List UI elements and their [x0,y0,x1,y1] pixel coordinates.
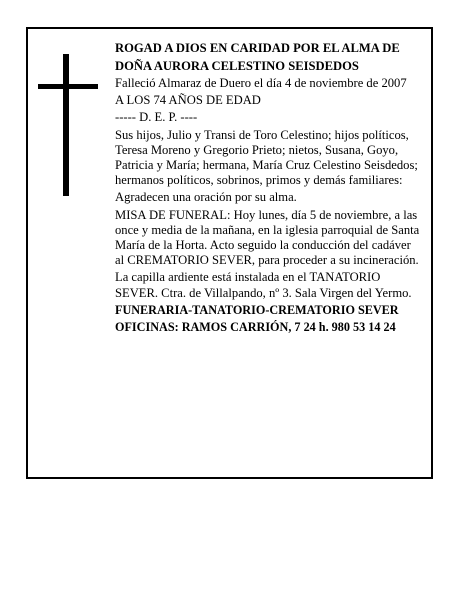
deceased-name: DOÑA AURORA CELESTINO SEISDEDOS [115,59,359,73]
offices-contact: OFICINAS: RAMOS CARRIÓN, 7 24 h. 980 53 14 24 [115,320,396,335]
cross-horizontal-bar [38,84,98,89]
age-at-death: A LOS 74 AÑOS DE EDAD [115,93,261,108]
cross-vertical-bar [63,54,69,196]
notice-heading: ROGAD A DIOS EN CARIDAD POR EL ALMA DE [115,41,400,55]
funeral-mass: MISA DE FUNERAL: Hoy lunes, día 5 de noviembre, a las once y media de la mañana, en la iglesia parroquial de Santa María de la Horta. Acto seguido la conducción del cadáver al CREMATORIO SEVER, para proceder a su incineración. [115,207,420,268]
thanks-line: Agradecen una oración por su alma. [115,190,297,205]
cross-icon [38,54,98,196]
family-list: Sus hijos, Julio y Transi de Toro Celestino; hijos políticos, Teresa Moreno y Gregorio Prieto; nietos, Susana, Goyo, Patricia y María; hermana, María Cruz Celestino Seisdedos; hermanos políticos, sobrinos, primos y demás familiares: [115,127,418,188]
funeral-home-name: FUNERARIA-TANATORIO-CREMATORIO SEVER [115,302,399,317]
dep-line: ----- D. E. P. ---- [115,110,198,125]
death-info: Falleció Almaraz de Duero el día 4 de noviembre de 2007 [115,76,407,90]
obituary-text [115,40,423,337]
chapel-info: La capilla ardiente está instalada en el TANATORIO SEVER. Ctra. de Villalpando, nº 3. Sala Virgen del Yermo. [115,270,412,300]
